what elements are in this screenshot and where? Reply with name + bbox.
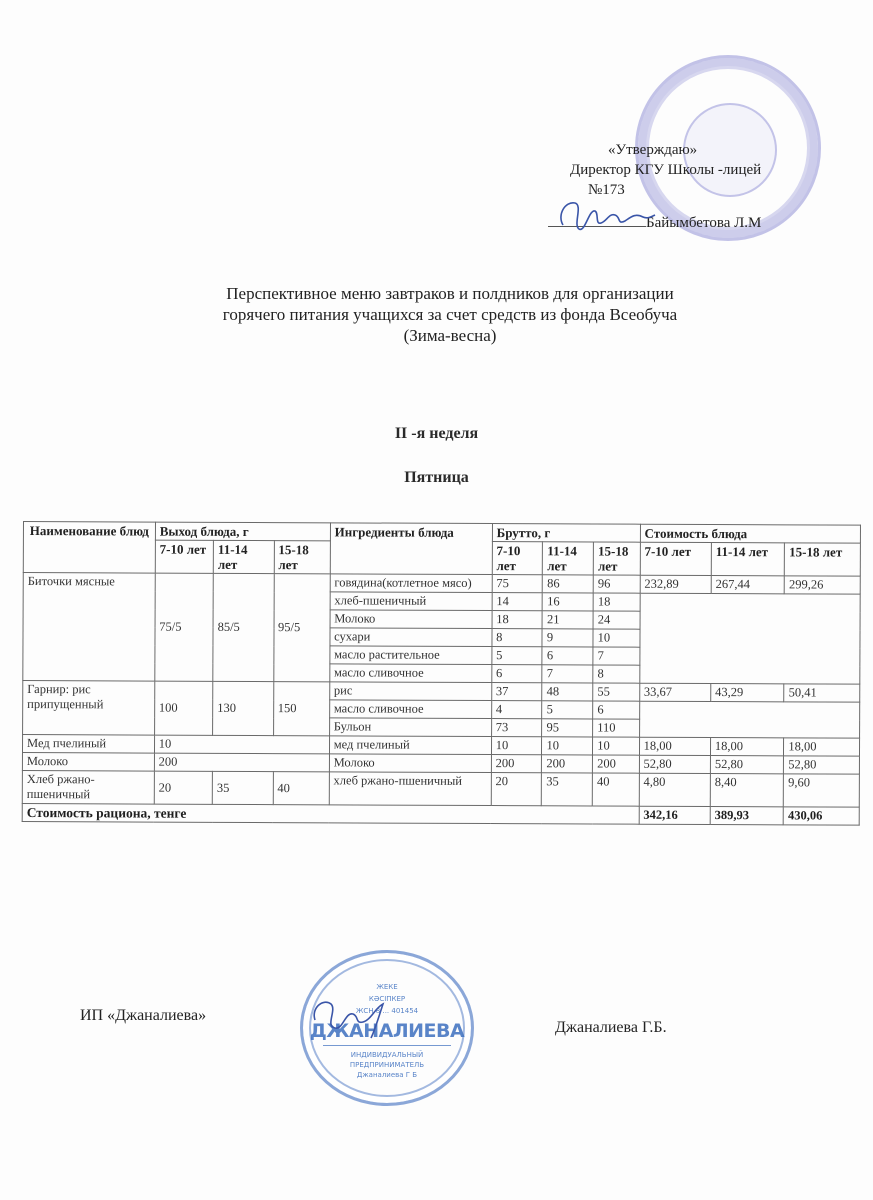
ingredient-name: хлеб ржано-пшеничный (329, 772, 491, 806)
empty-cost-cell (639, 593, 860, 684)
total-cost: 342,16 (639, 806, 710, 824)
dish-name: Мед пчелиный (22, 735, 154, 754)
ingredient-gross: 24 (593, 611, 640, 629)
ingredient-gross: 7 (593, 647, 640, 665)
ingredient-gross: 200 (542, 755, 593, 773)
col-cost-11-14: 11-14 лет (711, 543, 785, 576)
dish-name: Молоко (22, 753, 154, 772)
col-gross-11-14: 11-14 лет (543, 542, 594, 575)
dish-yield: 35 (212, 771, 273, 804)
ingredient-gross: 7 (542, 665, 593, 683)
table-row (23, 573, 860, 595)
col-yield-7-10: 7-10 лет (155, 540, 213, 573)
dish-yield: 75/5 (155, 573, 214, 681)
dish-cost: 8,40 (710, 774, 784, 807)
ingredient-gross: 10 (542, 737, 593, 755)
ingredient-gross: 10 (491, 737, 542, 755)
ingredient-gross: 110 (593, 719, 640, 737)
ingredient-gross: 48 (542, 683, 593, 701)
menu-table (22, 521, 861, 826)
stamp-divider (323, 1045, 451, 1046)
ingredient-gross: 96 (593, 575, 640, 593)
ingredient-name: Молоко (330, 610, 492, 629)
dish-yield: 95/5 (273, 574, 330, 682)
col-cost-15-18: 15-18 лет (785, 543, 861, 576)
col-cost: Стоимость блюда (640, 524, 860, 543)
ingredient-gross: 18 (593, 593, 640, 611)
ingredient-gross: 55 (593, 683, 640, 701)
header-row (23, 522, 860, 544)
ingredient-gross: 8 (593, 665, 640, 683)
col-yield-15-18: 15-18 лет (274, 541, 330, 574)
dish-cost: 52,80 (639, 755, 710, 773)
approval-position: Директор КГУ Школы -лицей (570, 162, 762, 178)
dish-cost: 52,80 (710, 756, 784, 774)
dish-cost: 33,67 (639, 683, 710, 701)
dish-cost: 18,00 (784, 738, 860, 756)
ingredient-gross: 8 (492, 629, 543, 647)
dish-yield: 200 (154, 753, 329, 772)
col-gross-7-10: 7-10 лет (492, 542, 543, 575)
stamp-text: ЖСН 8 ... 401454 (355, 1007, 419, 1015)
ingredient-gross: 10 (593, 737, 640, 755)
ingredient-gross: 6 (542, 647, 593, 665)
ingredient-gross: 40 (592, 773, 639, 806)
col-yield-11-14: 11-14 лет (213, 540, 274, 573)
table-row (23, 681, 860, 703)
ingredient-gross: 14 (492, 593, 543, 611)
dish-cost: 18,00 (639, 737, 710, 755)
stamp-text: Джаналиева Г Б (356, 1071, 418, 1079)
dish-yield: 100 (154, 681, 213, 735)
ingredient-name: сухари (330, 628, 492, 647)
stamp-text: ПРЕДПРИНИМАТЕЛЬ (349, 1061, 425, 1069)
stamp-text: КӘСІПКЕР (368, 995, 406, 1003)
ingredient-name: масло сливочное (329, 664, 491, 683)
dish-yield: 150 (273, 682, 329, 736)
director-signature-icon (555, 195, 665, 235)
week-heading: II -я неделя (394, 425, 479, 442)
approval-block (548, 140, 798, 231)
entrepreneur-label: ИП «Джаналиева» (80, 1007, 207, 1024)
dish-cost: 4,80 (639, 773, 710, 806)
ingredient-gross: 200 (491, 755, 542, 773)
ingredient-gross: 5 (492, 647, 543, 665)
dish-name: Гарнир: рис припущенный (23, 681, 155, 736)
dish-cost: 18,00 (710, 738, 784, 756)
total-label: Стоимость рациона, тенге (22, 803, 639, 824)
ingredient-gross: 4 (491, 701, 542, 719)
document-title (120, 283, 780, 346)
dish-cost: 43,29 (711, 684, 785, 702)
dish-cost: 50,41 (784, 684, 860, 702)
approval-signatory-name: Байымбетова Л.М (646, 215, 762, 231)
col-cost-7-10: 7-10 лет (640, 542, 711, 575)
ingredient-gross: 10 (593, 629, 640, 647)
stamp-text: ИНДИВИДУАЛЬНЫЙ (350, 1051, 424, 1059)
dish-cost: 232,89 (640, 575, 711, 593)
col-dish-name: Наименование блюд (23, 522, 155, 574)
ingredient-gross: 35 (542, 773, 593, 806)
ingredient-name: масло сливочное (329, 700, 491, 719)
total-row (22, 803, 859, 825)
dish-cost: 9,60 (784, 774, 860, 807)
title-line-3: (Зима-весна) (403, 326, 497, 345)
dish-cost: 52,80 (784, 756, 860, 774)
ingredient-gross: 21 (542, 611, 593, 629)
ingredient-name: говядина(котлетное мясо) (330, 574, 492, 593)
ingredient-gross: 16 (543, 593, 594, 611)
ingredient-gross: 75 (492, 575, 543, 593)
stamp-text: ЖЕКЕ (376, 983, 398, 991)
ingredient-gross: 5 (542, 701, 593, 719)
day-heading: Пятница (404, 469, 469, 486)
ingredient-gross: 20 (491, 773, 542, 806)
dish-name: Хлеб ржано-пшеничный (22, 770, 154, 804)
title-line-2: горячего питания учащихся за счет средств из фонда Всеобуча (222, 305, 678, 324)
dish-yield: 85/5 (213, 573, 274, 681)
ingredient-name: хлеб-пшеничный (330, 592, 492, 611)
ingredient-gross: 6 (593, 701, 640, 719)
ingredient-gross: 200 (593, 755, 640, 773)
ingredient-gross: 95 (542, 719, 593, 737)
dish-name: Биточки мясные (23, 573, 155, 682)
total-cost: 430,06 (784, 807, 860, 825)
approval-heading: «Утверждаю» (608, 142, 698, 158)
entrepreneur-signature-icon (305, 990, 405, 1040)
dish-cost: 267,44 (711, 576, 785, 594)
dish-yield: 20 (154, 771, 212, 804)
dish-cost: 299,26 (785, 576, 861, 594)
col-ingredients: Ингредиенты блюда (330, 523, 492, 575)
ingredient-gross: 86 (543, 575, 594, 593)
entrepreneur-name: Джаналиева Г.Б. (555, 1019, 667, 1036)
empty-cost-cell (639, 701, 860, 738)
ingredient-gross: 37 (491, 683, 542, 701)
ingredient-name: Бульон (329, 718, 491, 737)
ingredient-gross: 73 (491, 719, 542, 737)
col-yield: Выход блюда, г (155, 522, 330, 541)
title-line-1: Перспективное меню завтраков и полдников для организации (226, 284, 674, 303)
ingredient-name: масло растительное (330, 646, 492, 665)
stamp-name: ДЖАНАЛИЕВА (309, 1020, 465, 1042)
table-row (22, 770, 859, 807)
ingredient-name: Молоко (329, 754, 491, 773)
dish-yield: 40 (273, 772, 329, 805)
approval-school-number: №173 (588, 182, 625, 198)
col-gross: Брутто, г (492, 524, 640, 543)
dish-yield: 10 (154, 735, 329, 754)
ingredient-name: мед пчелиный (329, 736, 491, 755)
total-cost: 389,93 (710, 807, 784, 825)
dish-yield: 130 (213, 681, 274, 735)
col-gross-15-18: 15-18 лет (593, 542, 640, 575)
ingredient-gross: 18 (492, 611, 543, 629)
ingredient-gross: 6 (491, 665, 542, 683)
ingredient-name: рис (329, 682, 491, 701)
ingredient-gross: 9 (542, 629, 593, 647)
